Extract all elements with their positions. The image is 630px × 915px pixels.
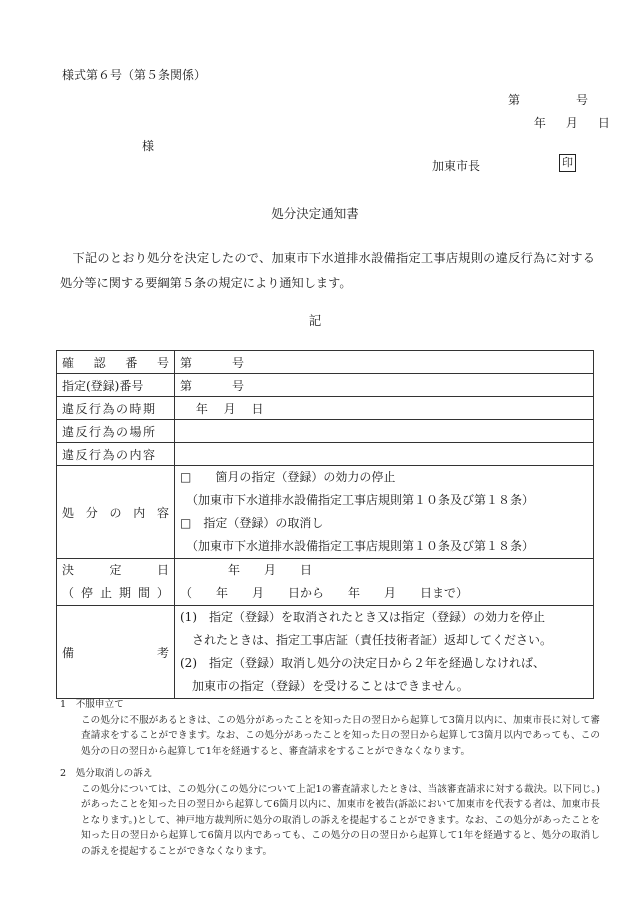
remarks-value: [175, 606, 594, 699]
disposition-table: [56, 350, 594, 699]
date-year: 年: [533, 116, 546, 130]
note-heading: 2 処分取消しの訴え: [60, 768, 153, 779]
seal-mark: 印: [559, 154, 576, 172]
violation-content-label: 違反行為の内容: [57, 443, 175, 466]
issuer-name: 加東市長: [432, 159, 481, 173]
disposition-option-revocation: □ 指定（登録）の取消し: [180, 516, 324, 530]
note-text: この処分に不服があるときは、この処分があったことを知った日の翌日から起算して3箇月以内に、加東市長に対して審査請求をすることができます。なお、この処分があったことを知った日の翌日から起算して3箇月以内であっても、この処分の日の翌日から起算して1年を経過すると、審査請求をすることができなくなります。: [81, 714, 600, 757]
violation-place-value: [175, 420, 594, 443]
disposition-option-suspension-basis: （加東市下水道排水設備指定工事店規則第１０条及び第１８条）: [180, 493, 535, 507]
table-row: [57, 559, 594, 606]
remark-1: (1) 指定（登録）を取消されたとき又は指定（登録）の効力を停止: [180, 610, 546, 624]
confirmation-number-value: 第 号: [175, 351, 594, 374]
addressee: 様: [142, 139, 155, 153]
table-row: [57, 397, 594, 420]
disposition-option-revocation-basis: （加東市下水道排水設備指定工事店規則第１０条及び第１８条）: [180, 539, 535, 553]
confirmation-number-label: 確 認 番 号: [57, 351, 175, 374]
note-lawsuit: [60, 766, 600, 859]
table-row: [57, 606, 594, 699]
document-title: 処分決定通知書: [271, 206, 359, 221]
note-heading: 1 不服申立て: [60, 699, 124, 710]
disposition-content-label: 処 分 の 内 容: [57, 466, 175, 559]
ki-heading: 記: [308, 313, 322, 328]
table-row: [57, 420, 594, 443]
document-number-line: [508, 91, 588, 108]
violation-time-value: 年 月 日: [175, 397, 594, 420]
number-prefix: 第: [508, 93, 521, 107]
date-month: 月: [565, 116, 578, 130]
violation-content-value: [175, 443, 594, 466]
table-row: [57, 466, 594, 559]
date-day: 日: [597, 116, 610, 130]
body-paragraph: 下記のとおり処分を決定したので、加東市下水道排水設備指定工事店規則の違反行為に対する処分等に関する要綱第５条の規定により通知します。: [60, 251, 595, 290]
decision-date-value: 年 月 日 （ 年 月 日から 年 月 日まで）: [175, 559, 594, 606]
disposition-content-value: [175, 466, 594, 559]
remark-1-cont: されたときは、指定工事店証（責任技術者証）返却してください。: [180, 633, 553, 647]
table-row: [57, 443, 594, 466]
decision-date-label: 決 定 日 （ 停 止 期 間 ）: [57, 559, 175, 606]
violation-time-label: 違反行為の時期: [57, 397, 175, 420]
remark-2-cont: 加東市の指定（登録）を受けることはできません。: [180, 679, 469, 693]
registration-number-value: 第 号: [175, 374, 594, 397]
note-text: この処分については、この処分(この処分について上記1の審査請求したときは、当該審査請求に対する裁決。以下同じ。)があったことを知った日の翌日から起算して6箇月以内に、加東市を被告(訴訟において加東市を代表する者は、加東市長となります。)として、神戸地方裁判所に処分の取消しの訴えを提起することができます。なお、この処分があったことを知った日の翌日から起算して6箇月以内であっても、この処分の日の翌日から起算して1年を経過すると、処分の取消しの訴えを提起することができなくなります。: [81, 783, 600, 857]
remark-2: (2) 指定（登録）取消し処分の決定日から２年を経過しなければ、: [180, 656, 546, 670]
number-suffix: 号: [576, 93, 589, 107]
registration-number-label: 指定(登録)番号: [57, 374, 175, 397]
violation-place-label: 違反行為の場所: [57, 420, 175, 443]
table-row: [57, 351, 594, 374]
form-number: 様式第６号（第５条関係）: [62, 68, 207, 82]
table-row: [57, 374, 594, 397]
remarks-label: 備 考: [57, 606, 175, 699]
disposition-option-suspension: □ 箇月の指定（登録）の効力の停止: [180, 470, 396, 484]
note-appeal: [60, 697, 600, 759]
issue-date-line: [508, 114, 610, 131]
